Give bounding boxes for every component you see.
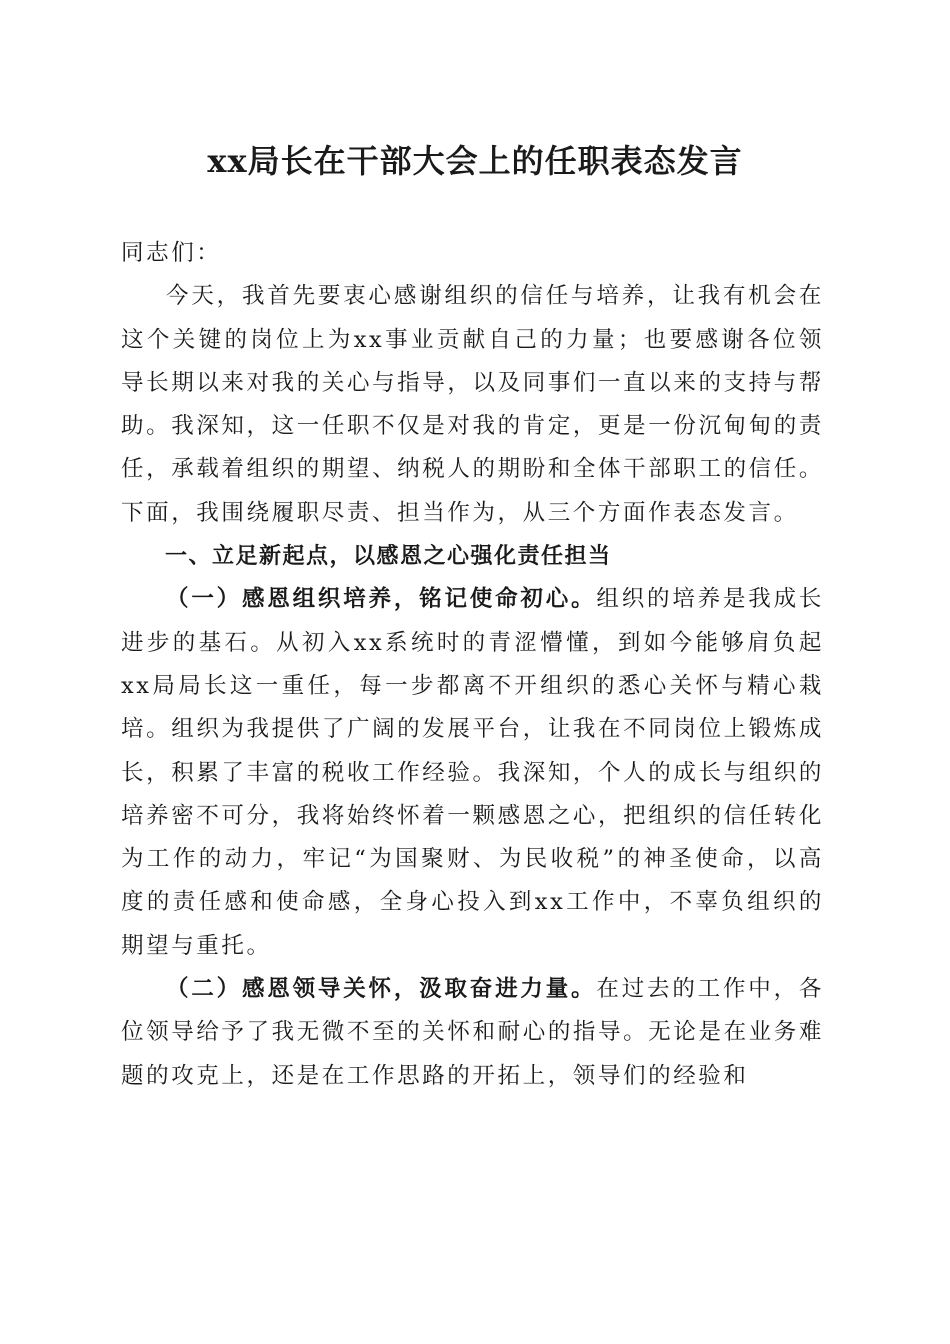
paragraph-1 bbox=[121, 578, 824, 968]
document-title: xx局长在干部大会上的任职表态发言 bbox=[207, 142, 743, 180]
paragraph-1-lead: （一）感恩组织培养，铭记使命初心。 bbox=[166, 586, 597, 613]
salutation: 同志们： bbox=[121, 240, 222, 266]
paragraph-2 bbox=[121, 968, 824, 1098]
paragraph-2-body: 在过去的工作中，各位领导给予了我无微不至的关怀和耐心的指导。无论是在业务难题的攻克上，还是在工作思路的开拓上，领导们的经验和 bbox=[121, 976, 825, 1089]
intro-paragraph: 今天，我首先要衷心感谢组织的信任与培养，让我有机会在这个关键的岗位上为xx事业贡献自己的力量；也要感谢各位领导长期以来对我的关心与指导，以及同事们一直以来的支持与帮助。我深知，这一任职不仅是对我的肯定，更是一份沉甸甸的责任，承载着组织的期望、纳税人的期盼和全体干部职工的信任。下面，我围绕履职尽责、担当作为，从三个方面作表态发言。 bbox=[121, 283, 824, 526]
paragraph-1-body: 组织的培养是我成长进步的基石。从初入xx系统时的青涩懵懂，到如今能够肩负起xx局局长这一重任，每一步都离不开组织的悉心关怀与精心栽培。组织为我提供了广阔的发展平台，让我在不同岗位上锻炼成长，积累了丰富的税收工作经验。我深知，个人的成长与组织的培养密不可分，我将始终怀着一颗感恩之心，把组织的信任转化为工作的动力，牢记“为国聚财、为民收税”的神圣使命，以高度的责任感和使命感，全身心投入到xx工作中，不辜负组织的期望与重托。 bbox=[121, 586, 825, 959]
document-body bbox=[121, 232, 824, 1098]
section-heading: 一、立足新起点，以感恩之心强化责任担当 bbox=[165, 544, 612, 570]
paragraph-2-lead: （二）感恩领导关怀，汲取奋进力量。 bbox=[166, 976, 597, 1003]
